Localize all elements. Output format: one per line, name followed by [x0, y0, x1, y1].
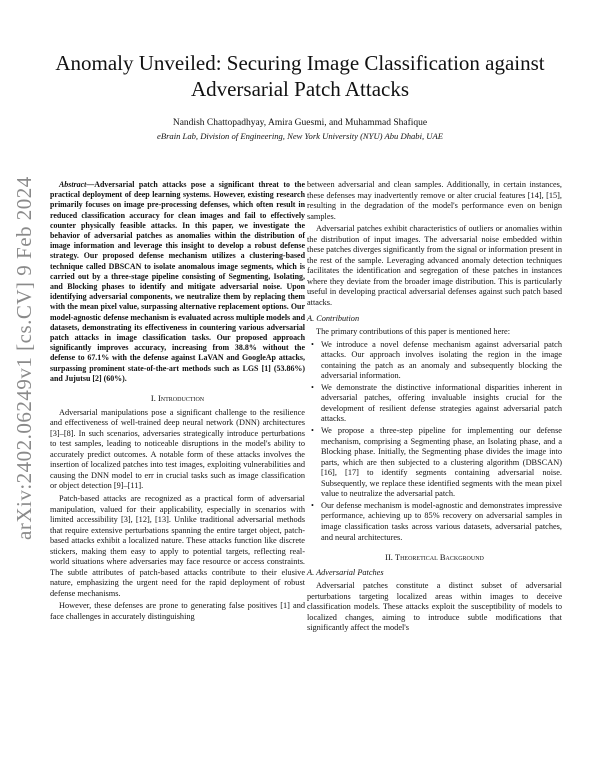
background-paragraph-1: Adversarial patches constitute a distinct subset of adversarial perturbations targeting localized areas within images to deceive classification models. These attacks exploit the susceptibility of models to localized changes, aiming to introduce subtle modifications that significantly affect the model's — [307, 581, 562, 633]
section-heading-theoretical-background: II. Theoretical Background — [385, 552, 484, 563]
left-column — [50, 180, 305, 625]
contribution-list — [307, 340, 562, 543]
contribution-intro: The primary contributions of this paper is mentioned here: — [316, 327, 511, 337]
right-column — [307, 180, 562, 636]
subsection-heading-adversarial-patches: A. Adversarial Patches — [307, 567, 384, 577]
author-list: Nandish Chattopadhyay, Amira Guesmi, and Muhammad Shafique — [172, 118, 428, 128]
list-item: • We propose a three-step pipeline for implementing our defense mechanism, comprising a Segmenting phase, an Isolating phase, and a Blocking phase. Initially, the Segmenting phase divides the image into parts, which are then subjected to a clustering algorithm (DBSCAN) [16], [17] to identify segments containing adversarial noise. Subsequently, we replace these identified segments with the mean pixel value to neutralize the adversarial patch. — [321, 426, 562, 500]
abstract — [50, 180, 305, 384]
intro-paragraph-5: Adversarial patches exhibit characteristics of outliers or anomalies within the distribution of input images. The adversarial noise embedded within these patches diverges significantly from the signal or information present in the rest of the sample. Leveraging advanced anomaly detection techniques facilitates the identification and segregation of these patches in instances where they deviate from the broader image distribution. This is particularly useful in developing practical adversarial defenses against such patch based attacks. — [307, 224, 562, 308]
abstract-label: Abstract — [59, 180, 87, 189]
intro-paragraph-1: Adversarial manipulations pose a significant challenge to the resilience and effectiveness of well-trained deep neural network (DNN) architectures [3]–[8]. In such scenarios, adversaries strategically introduce perturbations to test samples, leading to noticeable disruptions in the model's ability to accurately predict outcomes. A notable form of these attacks involves the insertion of localized patches into test images, exploiting vulnerabilities and causing the DNN model to err in crucial tasks such as image classification or object detection [9]–[11]. — [50, 407, 305, 491]
paper-title: Anomaly Unveiled: Securing Image Classification against Adversarial Patch Attacks — [55, 51, 545, 101]
list-item: • We introduce a novel defense mechanism against adversarial patch attacks. Our approach involves isolating the region in the image containing the patch as an anomaly and subsequently blocking the adversarial information. — [321, 340, 562, 382]
section-heading-introduction: I. Introduction — [150, 393, 205, 404]
subsection-heading-contribution: A. Contribution — [307, 313, 360, 323]
list-item: • We demonstrate the distinctive informational disparities inherent in adversarial patches, offering invaluable insights crucial for the development of resilient defense strategies against adversarial patch attacks. — [321, 383, 562, 425]
list-item: • Our defense mechanism is model-agnostic and demonstrates impressive performance, achieving up to 85% recovery on adversarial samples in image classification tasks across various datasets, adversarial patches, and neural architectures. — [321, 501, 562, 543]
affiliation: eBrain Lab, Division of Engineering, New York University (NYU) Abu Dhabi, UAE — [157, 131, 443, 141]
abstract-text: —Adversarial patch attacks pose a significant threat to the practical deployment of deep learning systems. However, existing research primarily focuses on image pre-processing defenses, which often result in reduced classification accuracy for clean images and fail to effectively counter physically feasible attacks. In this paper, we investigate the behavior of adversarial patches as anomalies within the distribution of image information and leverage this insight to develop a robust defense strategy. Our proposed defense mechanism utilizes a clustering-based technique called DBSCAN to isolate anomalous image segments, which is carried out by a three-stage pipeline consisting of Segmenting, Isolating, and Blocking phases to identify and mitigate adversarial noise. Upon identifying adversarial components, we neutralize them by replacing them with the mean pixel value, surpassing alternative replacement options. Our model-agnostic defense mechanism is evaluated across multiple models and datasets, demonstrating its effectiveness in countering various adversarial patch attacks in image classification tasks. Our proposed approach significantly improves accuracy, increasing from 38.8% without the defense to 67.1% with the defense against LaVAN and GoogleAp attacks, surpassing prominent state-of-the-art methods such as LGS [1] (53.86%) and Jujutsu [2] (60%). — [50, 180, 305, 383]
intro-paragraph-2: Patch-based attacks are recognized as a practical form of adversarial manipulation, valued for their applicability, especially in scenarios with limited accessibility [3], [12], [13]. Unlike traditional adversarial methods that require extensive perturbations spanning the entire target object, patch-based attacks exhibit a localized nature. These attacks function like discrete stickers, making them easy to apply to potential targets, reflecting real-world situations where adversaries may face resource or access constraints. The subtle attributes of patch-based attacks contribute to their elusive nature, emphasizing the urgent need for the rapid deployment of robust defense mechanisms. — [50, 493, 305, 598]
arxiv-identifier-stamp: arXiv:2402.06249v1 [cs.CV] 9 Feb 2024 — [12, 176, 36, 540]
intro-paragraph-4: between adversarial and clean samples. Additionally, in certain instances, these defenses may inadvertently remove or alter crucial features [14], [15], resulting in the degradation of the model's performance even on benign samples. — [307, 180, 562, 221]
intro-paragraph-3: However, these defenses are prone to generating false positives [1] and face challenges in accurately distinguishing — [50, 601, 305, 621]
